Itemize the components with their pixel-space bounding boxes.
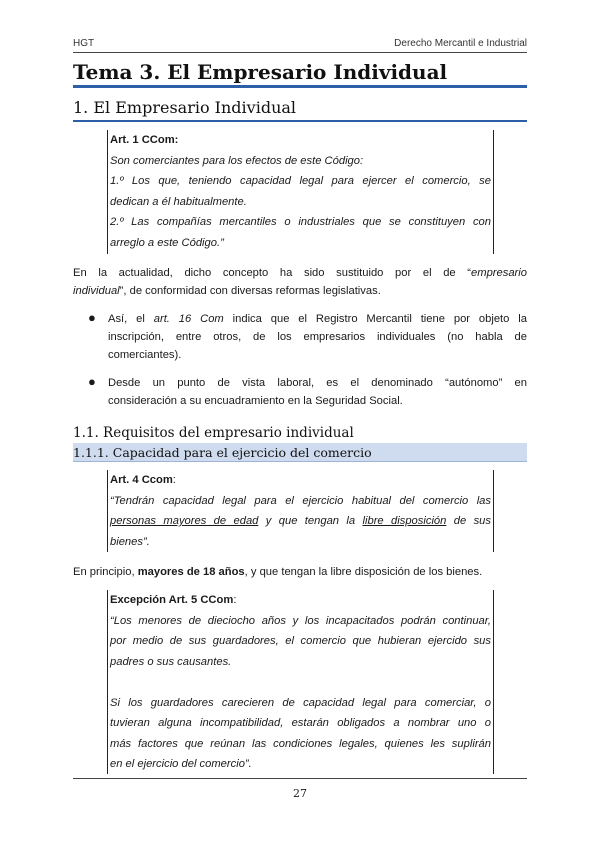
header-left: HGT — [73, 38, 95, 49]
quote-line: tuvieran alguna incompatibilidad, estarán obligados a nombrar uno o — [110, 717, 491, 729]
text-run-italic: individual — [73, 285, 120, 297]
quote-line: Si los guardadores carecieren de capacidad legal para comerciar, o — [110, 696, 491, 709]
quote-art-4 — [107, 470, 494, 552]
section-heading-1-1-1: 1.1.1. Capacidad para el ejercicio del comercio — [73, 443, 527, 462]
quote-head — [110, 590, 491, 611]
text-run: , y que tengan la libre disposición de los bienes. — [244, 566, 483, 578]
page-header — [73, 36, 527, 53]
quote-art-5 — [107, 590, 494, 774]
quote-line: más factores que reúnan las condiciones legales, quienes les suplirán — [110, 737, 491, 750]
header-right: Derecho Mercantil e Industrial — [394, 38, 527, 49]
text-run-bold: Art. 4 Ccom — [110, 474, 173, 486]
paragraph-1 — [73, 264, 527, 300]
text-run-italic: art. 16 Com — [153, 313, 224, 325]
text-run-underline: libre disposición — [362, 515, 447, 527]
quote-line: padres o sus causantes. — [110, 655, 232, 668]
quote-line — [110, 511, 491, 532]
text-run: ”, de conformidad con diversas reformas legislativas. — [119, 285, 381, 297]
quote-line: “Tendrán capacidad legal para el ejercicio habitual del comercio las — [110, 494, 491, 507]
quote-line: bienes”. — [110, 535, 150, 548]
quote-head — [110, 470, 491, 491]
quote-line: dedican a él habitualmente. — [110, 195, 247, 208]
bullet-icon: ● — [88, 310, 96, 325]
text-run: En la actualidad, dicho concepto ha sido sustituido por el de “ — [73, 267, 472, 279]
bullet-item-1 — [108, 310, 527, 364]
page-title: Tema 3. El Empresario Individual — [73, 58, 527, 88]
quote-line: “Los menores de dieciocho años y los incapacitados podrán continuar, — [110, 614, 491, 627]
text-run-bold: Excepción Art. 5 CCom — [110, 594, 234, 606]
text-run: indica que el Registro Mercantil tiene por objeto la — [223, 313, 527, 325]
quote-line: 1.º Los que, teniendo capacidad legal para ejercer el comercio, se — [110, 175, 491, 187]
section-heading-1-1: 1.1. Requisitos del empresario individual — [73, 425, 354, 441]
quote-art-1 — [107, 130, 494, 254]
blank-line — [110, 672, 491, 693]
text-run: Así, el — [108, 313, 154, 325]
paragraph-line: Desde un punto de vista laboral, es el denominado “autónomo” en — [108, 377, 527, 389]
paragraph-line — [73, 282, 527, 300]
bullet-icon: ● — [88, 374, 96, 389]
quote-line: Son comerciantes para los efectos de este Código: — [110, 154, 364, 167]
text-run: y que tengan la — [258, 515, 363, 527]
page-footer — [73, 778, 527, 800]
text-run-bold: mayores de 18 años — [137, 566, 245, 578]
quote-line: 2.º Las compañías mercantiles o industriales que se constituyen con — [110, 216, 491, 228]
text-run: : — [172, 474, 176, 486]
page-number: 27 — [293, 787, 307, 800]
quote-head: Art. 1 CCom: — [110, 134, 179, 146]
text-run: : — [233, 594, 237, 606]
text-run-underline: personas mayores de edad — [110, 515, 259, 527]
text-run-italic: empresario — [471, 267, 527, 279]
bullet-item-2 — [108, 374, 527, 410]
text-run: En principio, — [73, 566, 138, 578]
paragraph-line — [73, 264, 527, 282]
section-heading-1: 1. El Empresario Individual — [73, 97, 527, 122]
quote-line: por medio de sus guardadores, el comercio que hubieran ejercido sus — [110, 635, 491, 647]
quote-line: arreglo a este Código.” — [110, 236, 224, 249]
paragraph-line: inscripción, entre otros, de los empresarios individuales (no habla de — [108, 331, 527, 343]
text-run: de sus — [446, 515, 491, 527]
paragraph-line — [108, 310, 527, 328]
quote-line: en el ejercicio del comercio”. — [110, 758, 252, 770]
paragraph-line: comerciantes). — [108, 349, 182, 361]
paragraph-2 — [73, 563, 527, 581]
paragraph-line: consideración a su encuadramiento en la Seguridad Social. — [108, 395, 403, 407]
